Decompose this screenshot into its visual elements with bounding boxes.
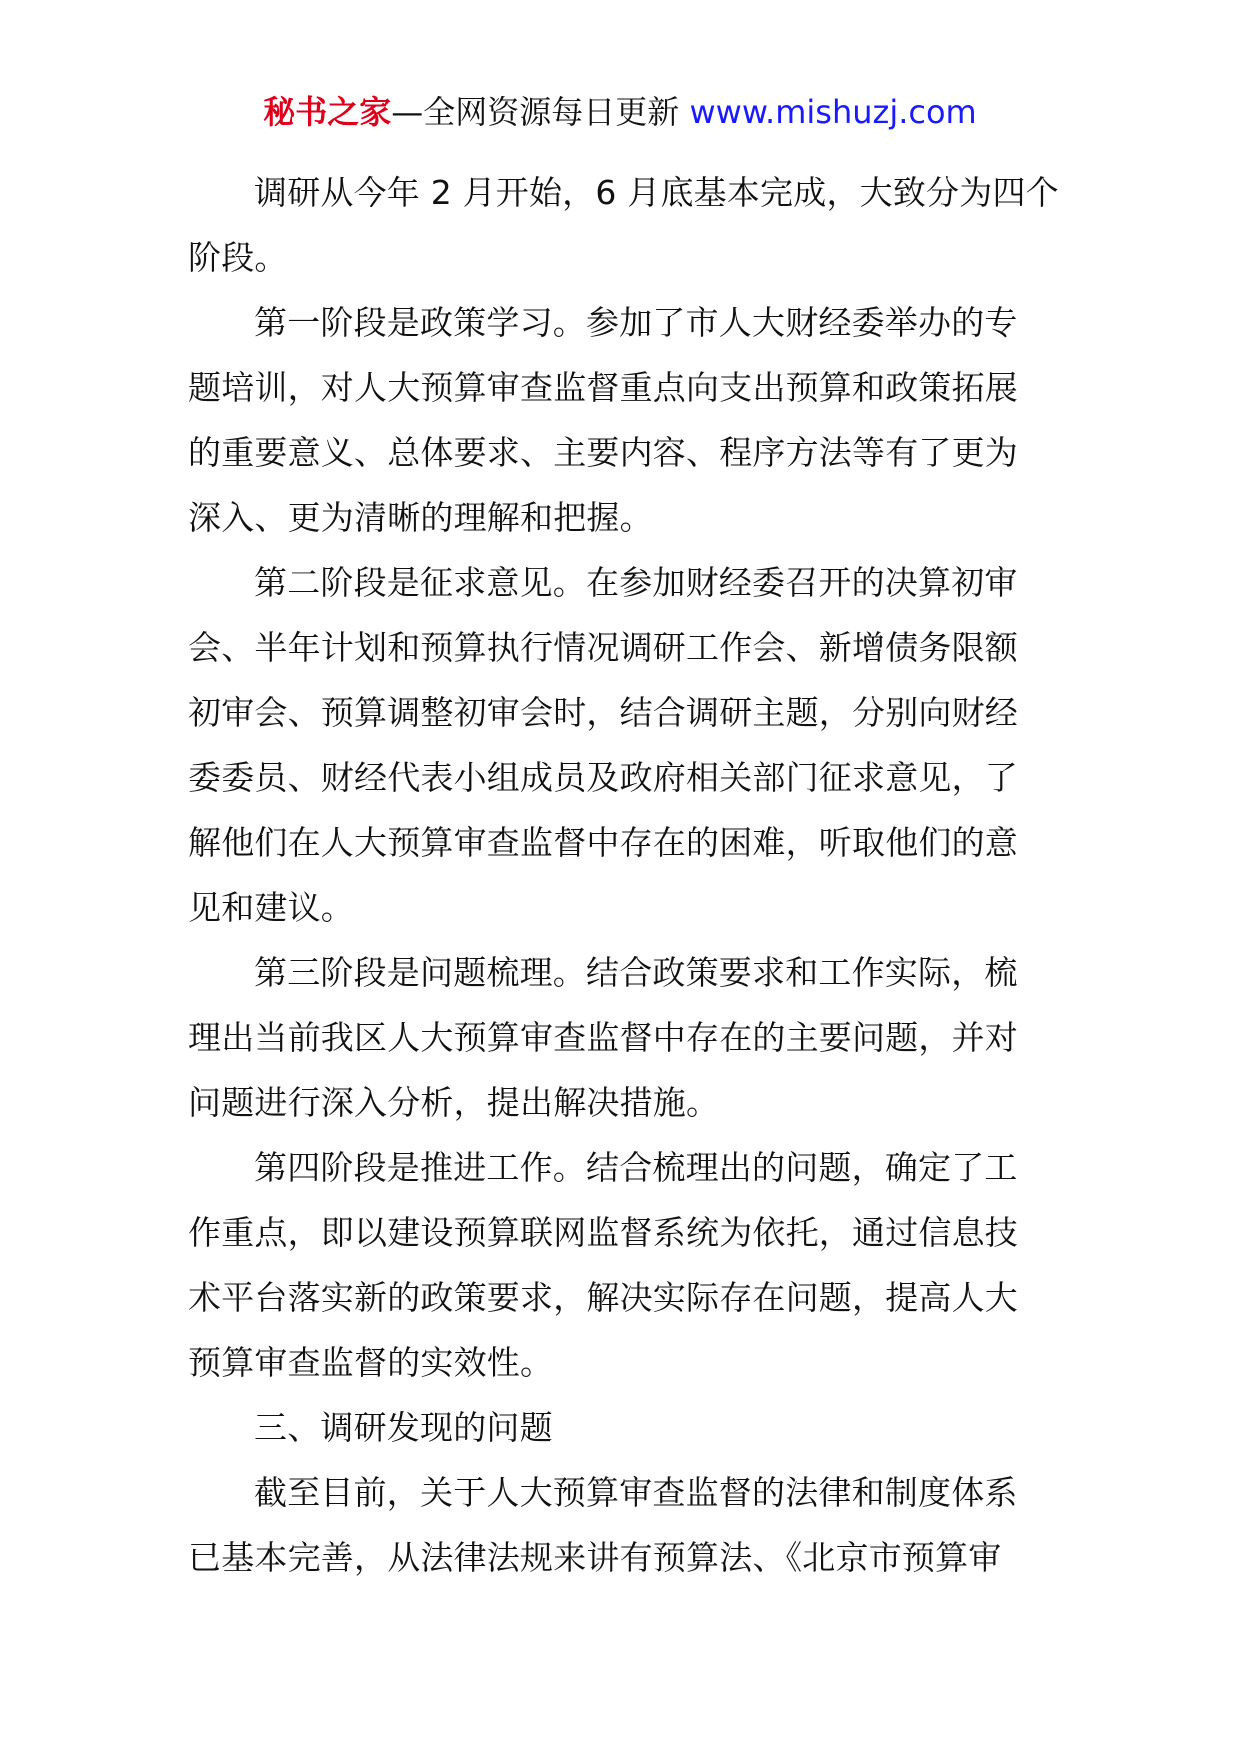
text-line: 已基本完善，从法律法规来讲有预算法、《北京市预算审: [188, 1538, 1002, 1577]
text-line: 阶段。: [188, 238, 288, 277]
paragraph-findings: [188, 1460, 1058, 1590]
text-line: 第四阶段是推进工作。结合梳理出的问题，确定了工: [254, 1148, 1018, 1187]
paragraph-stage-one: [188, 290, 1058, 550]
text-line: 委委员、财经代表小组成员及政府相关部门征求意见，了: [188, 758, 1018, 797]
text-line: 见和建议。: [188, 888, 354, 927]
brand-name: 秘书之家: [263, 93, 392, 131]
section-heading: [188, 1395, 1058, 1460]
text-line: 第一阶段是政策学习。参加了市人大财经委举办的专: [254, 303, 1018, 342]
section-heading-text: 三、调研发现的问题: [254, 1408, 553, 1447]
text-line: 第二阶段是征求意见。在参加财经委召开的决算初审: [254, 563, 1018, 602]
paragraph-stage-three: [188, 940, 1058, 1135]
text-line: 题培训，对人大预算审查监督重点向支出预算和政策拓展: [188, 368, 1018, 407]
text-line: 初审会、预算调整初审会时，结合调研主题，分别向财经: [188, 693, 1018, 732]
text-line: 解他们在人大预算审查监督中存在的困难，听取他们的意: [188, 823, 1018, 862]
text-line: 作重点，即以建设预算联网监督系统为依托，通过信息技: [188, 1213, 1018, 1252]
text-line: 第三阶段是问题梳理。结合政策要求和工作实际，梳: [254, 953, 1018, 992]
header-tagline: —全网资源每日更新: [391, 93, 680, 131]
text-line: 会、半年计划和预算执行情况调研工作会、新增债务限额: [188, 628, 1018, 667]
site-header: [0, 92, 1240, 132]
text-line: 术平台落实新的政策要求，解决实际存在问题，提高人大: [188, 1278, 1018, 1317]
text-line: 预算审查监督的实效性。: [188, 1343, 554, 1382]
text-line: 理出当前我区人大预算审查监督中存在的主要问题，并对: [188, 1018, 1018, 1057]
text-line: 问题进行深入分析，提出解决措施。: [188, 1083, 720, 1122]
text-line: 的重要意义、总体要求、主要内容、程序方法等有了更为: [188, 433, 1018, 472]
paragraph-stage-two: [188, 550, 1058, 940]
text-line: 截至目前，关于人大预算审查监督的法律和制度体系: [254, 1473, 1018, 1512]
paragraph-schedule: [188, 160, 1058, 290]
text-line: 深入、更为清晰的理解和把握。: [188, 498, 653, 537]
document-body: [188, 160, 1058, 1590]
paragraph-stage-four: [188, 1135, 1058, 1395]
text-line: 调研从今年 2 月开始，6 月底基本完成，大致分为四个: [254, 173, 1059, 212]
site-url-link[interactable]: www.mishuzj.com: [689, 93, 977, 131]
